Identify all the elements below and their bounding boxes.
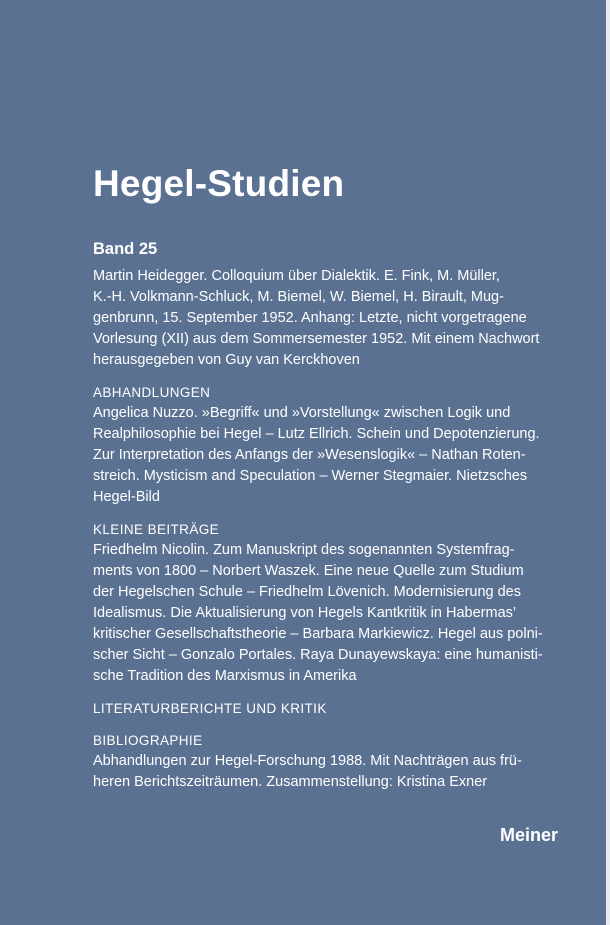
text-line: Abhandlungen zur Hegel-Forschung 1988. Mit Nachträgen aus frü-	[93, 753, 522, 769]
section-heading: KLEINE BEITRÄGE	[93, 522, 220, 537]
text-line: heren Berichtszeiträumen. Zusammenstellung: Kristina Exner	[93, 774, 488, 790]
text-line: Friedhelm Nicolin. Zum Manuskript des sogenannten Systemfrag-	[93, 542, 515, 558]
section-heading: LITERATURBERICHTE UND KRITIK	[93, 701, 327, 716]
text-line: Zur Interpretation des Anfangs der »Wesenslogik« – Nathan Roten-	[93, 447, 526, 463]
section-abhandlungen	[93, 382, 540, 508]
text-line: sche Tradition des Marxismus in Amerika	[93, 668, 357, 684]
text-line: Angelica Nuzzo. »Begriff« und »Vorstellung« zwischen Logik und	[93, 405, 511, 421]
text-line: Vorlesung (XII) aus dem Sommersemester 1952. Mit einem Nachwort	[93, 331, 540, 347]
text-line: K.-H. Volkmann-Schluck, M. Biemel, W. Biemel, H. Birault, Mug-	[93, 289, 504, 305]
section-heading: BIBLIOGRAPHIE	[93, 733, 203, 748]
section-kleine-beitraege	[93, 519, 543, 687]
text-line: scher Sicht – Gonzalo Portales. Raya Dunayewskaya: eine humanisti-	[93, 647, 543, 663]
section-bibliographie	[93, 730, 533, 793]
section-literaturberichte	[93, 698, 533, 719]
text-line: herausgegeben von Guy van Kerckhoven	[93, 352, 360, 368]
text-line: ments von 1800 – Norbert Waszek. Eine neue Quelle zum Studium	[93, 563, 524, 579]
section-heading: ABHANDLUNGEN	[93, 385, 211, 400]
publisher-logo: Meiner	[500, 825, 559, 845]
book-title: Hegel-Studien	[93, 163, 345, 204]
section-intro	[93, 266, 540, 371]
text-line: streich. Mysticism and Speculation – Werner Stegmaier. Nietzsches	[93, 468, 528, 484]
text-line: kritischer Gesellschaftstheorie – Barbara Markiewicz. Hegel aus polni-	[93, 626, 543, 642]
text-line: Idealismus. Die Aktualisierung von Hegels Kantkritik in Habermas’	[93, 605, 517, 621]
page-edge	[606, 0, 610, 925]
text-line: Martin Heidegger. Colloquium über Dialektik. E. Fink, M. Müller,	[93, 268, 500, 284]
text-line: Hegel-Bild	[93, 489, 160, 505]
volume-label: Band 25	[93, 240, 158, 258]
text-line: der Hegelschen Schule – Friedhelm Lövenich. Modernisierung des	[93, 584, 521, 600]
text-line: genbrunn, 15. September 1952. Anhang: Letzte, nicht vorgetragene	[93, 310, 527, 326]
text-line: Realphilosophie bei Hegel – Lutz Ellrich. Schein und Depotenzierung.	[93, 426, 540, 442]
table-of-contents	[93, 238, 543, 793]
